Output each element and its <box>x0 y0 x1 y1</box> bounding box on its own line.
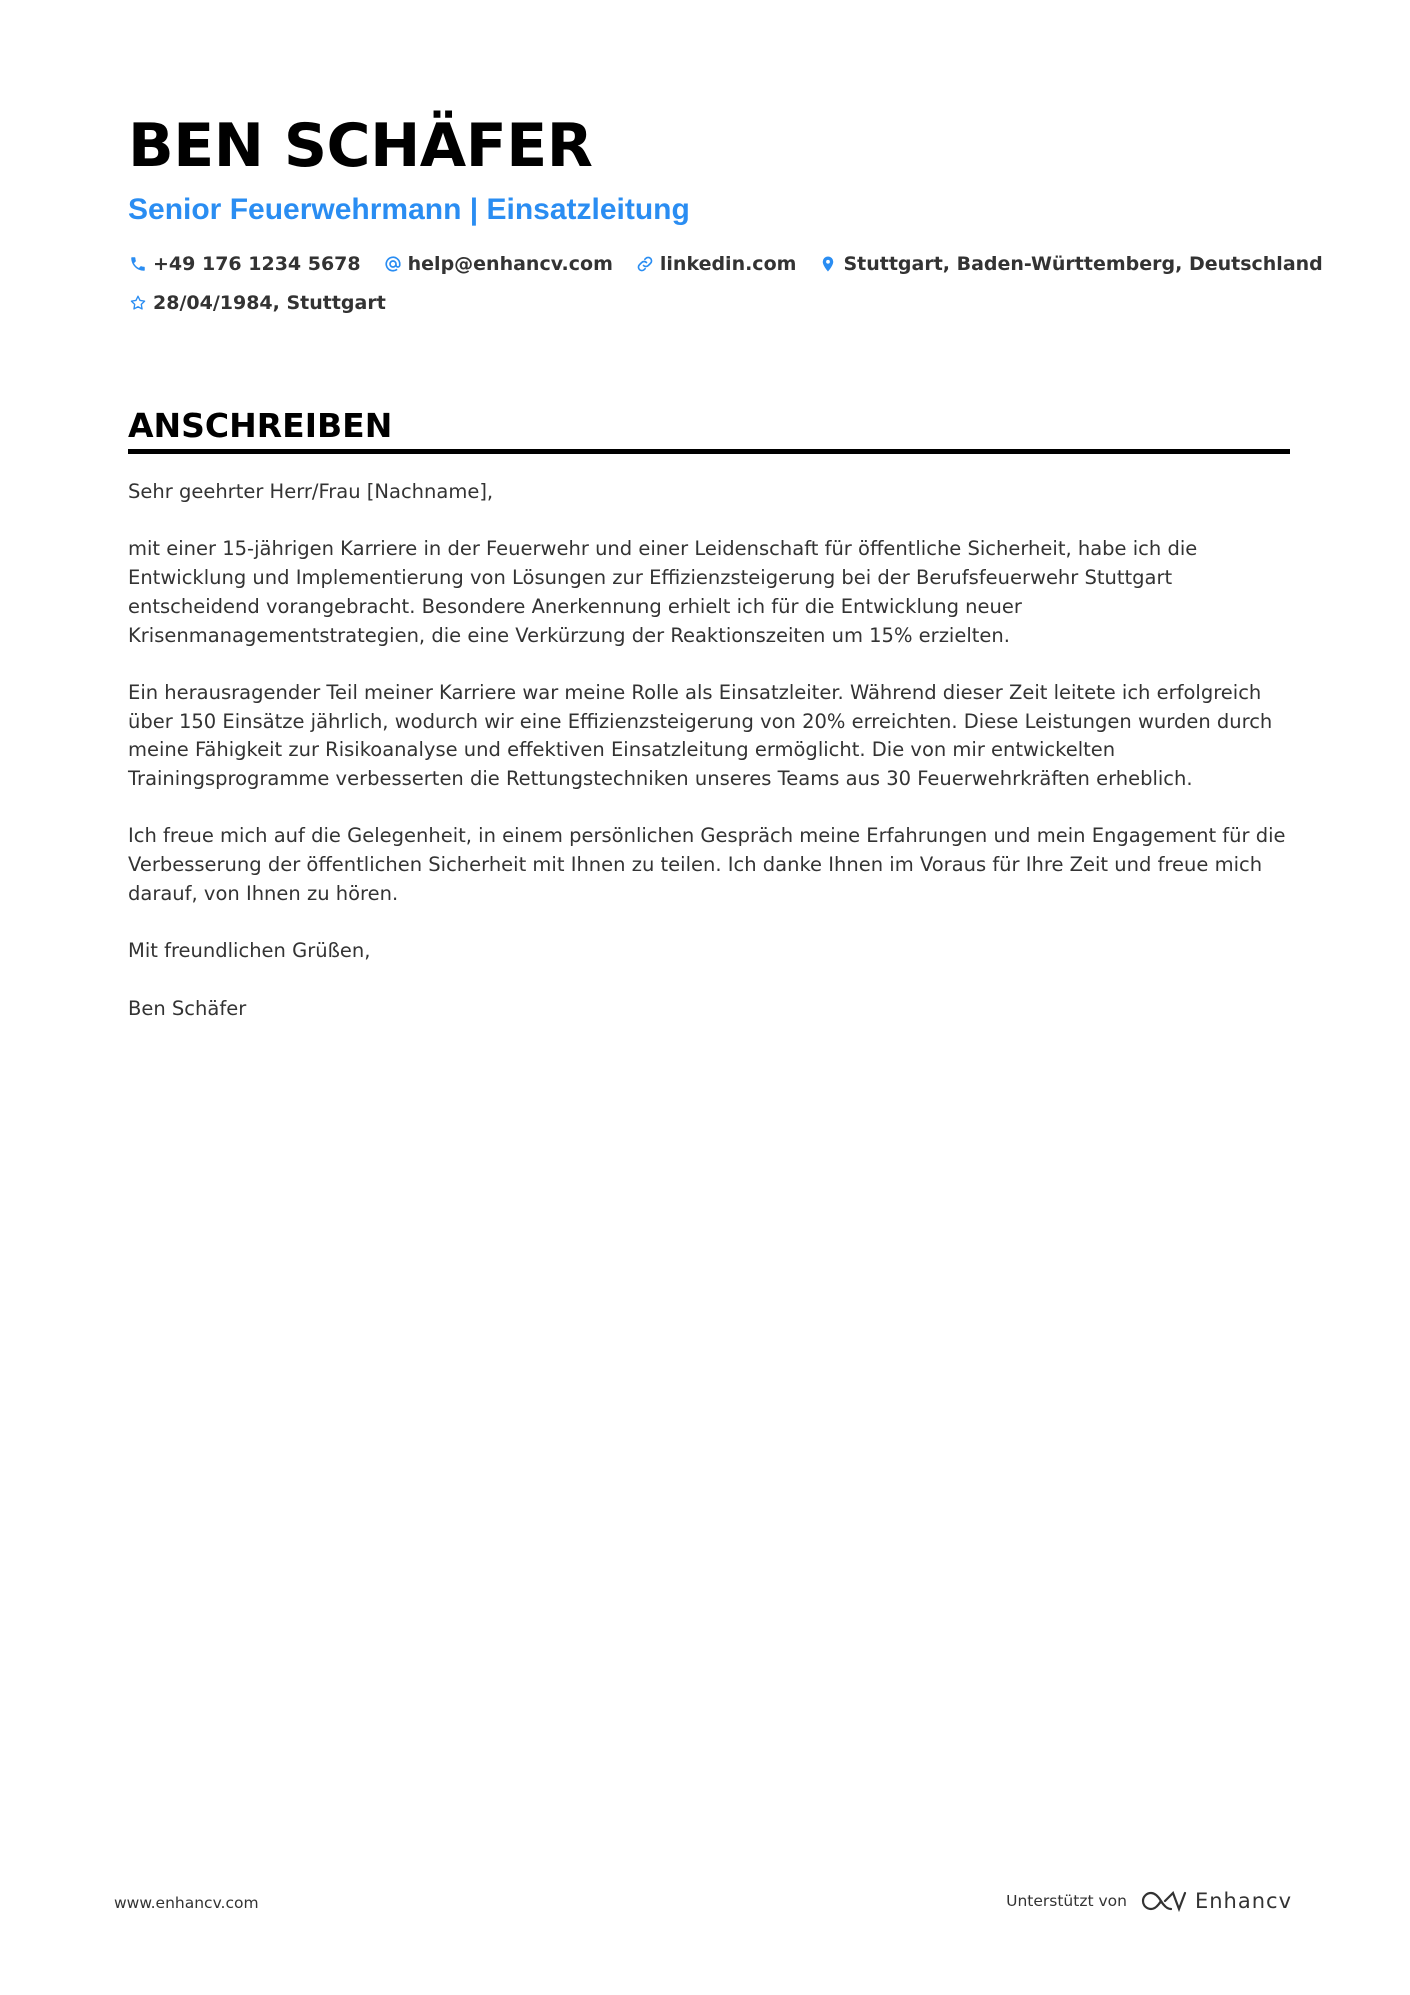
contact-phone <box>128 253 361 275</box>
letter-paragraph: Ich freue mich auf die Gelegenheit, in einem persönlichen Gespräch meine Erfahrungen und mein Engagement für die Verbesserung der öffentlichen Sicherheit mit Ihnen zu teilen. Ich danke Ihnen im Voraus für Ihre Zeit und freue mich darauf, von Ihnen zu hören. <box>128 824 1286 905</box>
contact-email[interactable] <box>383 253 613 275</box>
closing: Mit freundlichen Grüßen, <box>128 939 371 963</box>
section-title: ANSCHREIBEN <box>128 406 393 445</box>
birth-text: 28/04/1984, Stuttgart <box>153 292 386 314</box>
star-icon <box>128 293 148 313</box>
contact-location <box>818 253 1322 275</box>
contact-linkedin[interactable] <box>635 253 797 275</box>
powered-by-text: Unterstützt von <box>1006 1892 1127 1910</box>
letter-paragraph: mit einer 15-jährigen Karriere in der Feuerwehr und einer Leidenschaft für öffentliche Sicherheit, habe ich die Entwicklung und Implementierung von Lösungen zur Effizienzsteigerung bei der Berufsfeuerwehr Stuttgart entscheidend vorangebracht. Besondere Anerkennung erhielt ich für die Entwicklung neuer Krisenmanagementstrategien, die eine Verkürzung der Reaktionszeiten um 15% erzielten. <box>128 537 1198 647</box>
email-text: help@enhancv.com <box>407 253 613 275</box>
phone-icon <box>128 254 148 274</box>
job-title: Senior Feuerwehrmann | Einsatzleitung <box>128 193 690 226</box>
location-pin-icon <box>818 254 838 274</box>
letter-body <box>128 478 1298 1052</box>
birth-row <box>128 292 408 314</box>
link-icon <box>635 254 655 274</box>
at-icon <box>383 254 403 274</box>
enhancv-logo-icon <box>1139 1888 1187 1914</box>
footer-branding[interactable] <box>1006 1888 1292 1914</box>
linkedin-text: linkedin.com <box>659 253 797 275</box>
location-text: Stuttgart, Baden-Württemberg, Deutschland <box>843 253 1323 275</box>
contact-birth <box>128 292 386 314</box>
contact-row <box>128 253 1345 275</box>
candidate-name: BEN SCHÄFER <box>128 111 593 181</box>
footer-website-link[interactable]: www.enhancv.com <box>114 1894 259 1912</box>
phone-text: +49 176 1234 5678 <box>153 253 361 275</box>
brand-name: Enhancv <box>1194 1889 1292 1913</box>
section-divider <box>128 449 1290 454</box>
signature: Ben Schäfer <box>128 996 247 1020</box>
salutation: Sehr geehrter Herr/Frau [Nachname], <box>128 480 494 503</box>
letter-paragraph: Ein herausragender Teil meiner Karriere war meine Rolle als Einsatzleiter. Während dieser Zeit leitete ich erfolgreich über 150 Einsätze jährlich, wodurch wir eine Effizienzsteigerung von 20% erreichten. Diese Leistungen wurden durch meine Fähigkeit zur Risikoanalyse und effektiven Einsatzleitung ermöglicht. Die von mir entwickelten Trainingsprogramme verbesserten die Rettungstechniken unseres Teams aus 30 Feuerwehrkräften erheblich. <box>128 680 1273 790</box>
